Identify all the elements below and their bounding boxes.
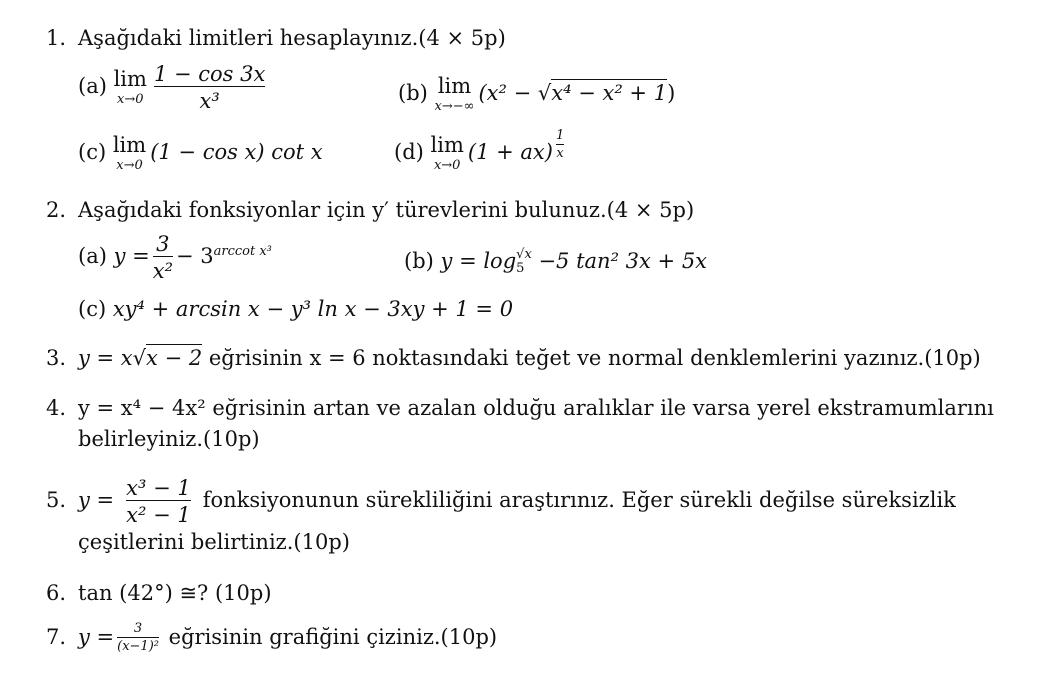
question-6 [46,581,272,605]
question-7: 7. y = $\frac{3}{\text{(x−1)²}}$ eğrisinin grafiğini çiziniz.(10p) [46,621,498,654]
limit-operator: lim x→0 [430,133,464,173]
question-5-line-2: çeşitlerini belirtiniz.(10p) [78,530,350,554]
question-number: 7. [46,624,67,649]
part-label: (b) [404,248,434,273]
q1-part-d: (d) lim x→0 (1 + ax) $\frac{1}{x}$ [394,128,565,173]
q1-part-b: (b) lim x→−∞ (x² − √x⁴ − x² + 1) [398,74,676,114]
q2-part-c: (c) xy⁴ + arcsin x − y³ ln x − 3xy + 1 = 0 [78,297,514,321]
q2-part-a: (a) y = $\frac{3}{\text{x²}}$ − $3^{arccot x^3}$ [78,232,272,284]
q1-part-a [78,62,268,113]
fraction: $\frac{3}{\text{x²}}$ [152,232,173,284]
question-text: tan (42°) ≅? (10p) [78,581,272,605]
question-4-line-2: belirleyiniz.(10p) [78,427,260,451]
limit-operator: lim x→0 [113,67,147,108]
question-number: 2. [46,198,67,222]
question-4 [46,396,994,420]
question-2 [46,198,694,222]
question-text: Aşağıdaki limitleri hesaplayınız.(4 × 5p) [78,26,506,50]
question-text: y = x⁴ − 4x² eğrisinin artan ve azalan olduğu aralıklar ile varsa yerel ekstramumlarını [78,396,994,420]
limit-operator: lim x→−∞ [434,74,475,114]
question-text: eğrisinin grafiğini çiziniz.(10p) [162,624,498,649]
exponent-fraction: $\frac{1}{x}$ [555,128,565,161]
square-root: x − 2 [146,346,203,370]
fraction: $\frac{\text{x³ − 1}}{\text{x² − 1}}$ [126,476,191,528]
part-label: (a) [78,244,107,269]
question-text: fonksiyonunun sürekliliğini araştırınız. Eğer sürekli değilse süreksizlik [202,488,956,513]
question-number: 3. [46,346,67,370]
part-label: (b) [398,81,428,105]
question-text: Aşağıdaki fonksiyonlar için y′ türevlerini bulunuz.(4 × 5p) [78,198,695,222]
question-3: 3. y = x√x − 2 eğrisinin x = 6 noktasındaki teğet ve normal denklemlerini yazınız.(10p) [46,346,981,370]
part-label: (d) [394,140,424,164]
question-text: eğrisinin x = 6 noktasındaki teğet ve normal denklemlerini yazınız.(10p) [202,346,981,370]
question-1 [46,26,506,50]
fraction: $\frac{1 - \cos 3x}{\text{x³}}$ [153,62,266,114]
part-label: (a) [78,74,107,99]
question-5: 5. y = $\frac{\text{x³ − 1}}{\text{x² − 1}}$ fonksiyonunun sürekliliğini araştırınız. Eğer sürekli değilse süreksizlik [46,476,956,528]
question-number: 1. [46,26,67,50]
part-label: (c) [78,140,107,164]
question-number: 5. [46,488,67,513]
fraction: $\frac{3}{\text{(x−1)²}}$ [117,621,159,654]
q1-part-c: (c) lim x→0 (1 − cos x) cot x [78,133,323,173]
question-number: 4. [46,396,67,420]
q2-part-b: (b) y = log √x 5 −5 tan² 3x + 5x [404,247,708,277]
part-label: (c) [78,297,107,321]
question-number: 6. [46,581,67,605]
square-root: x⁴ − x² + 1 [551,81,668,105]
limit-operator: lim x→0 [112,133,147,173]
